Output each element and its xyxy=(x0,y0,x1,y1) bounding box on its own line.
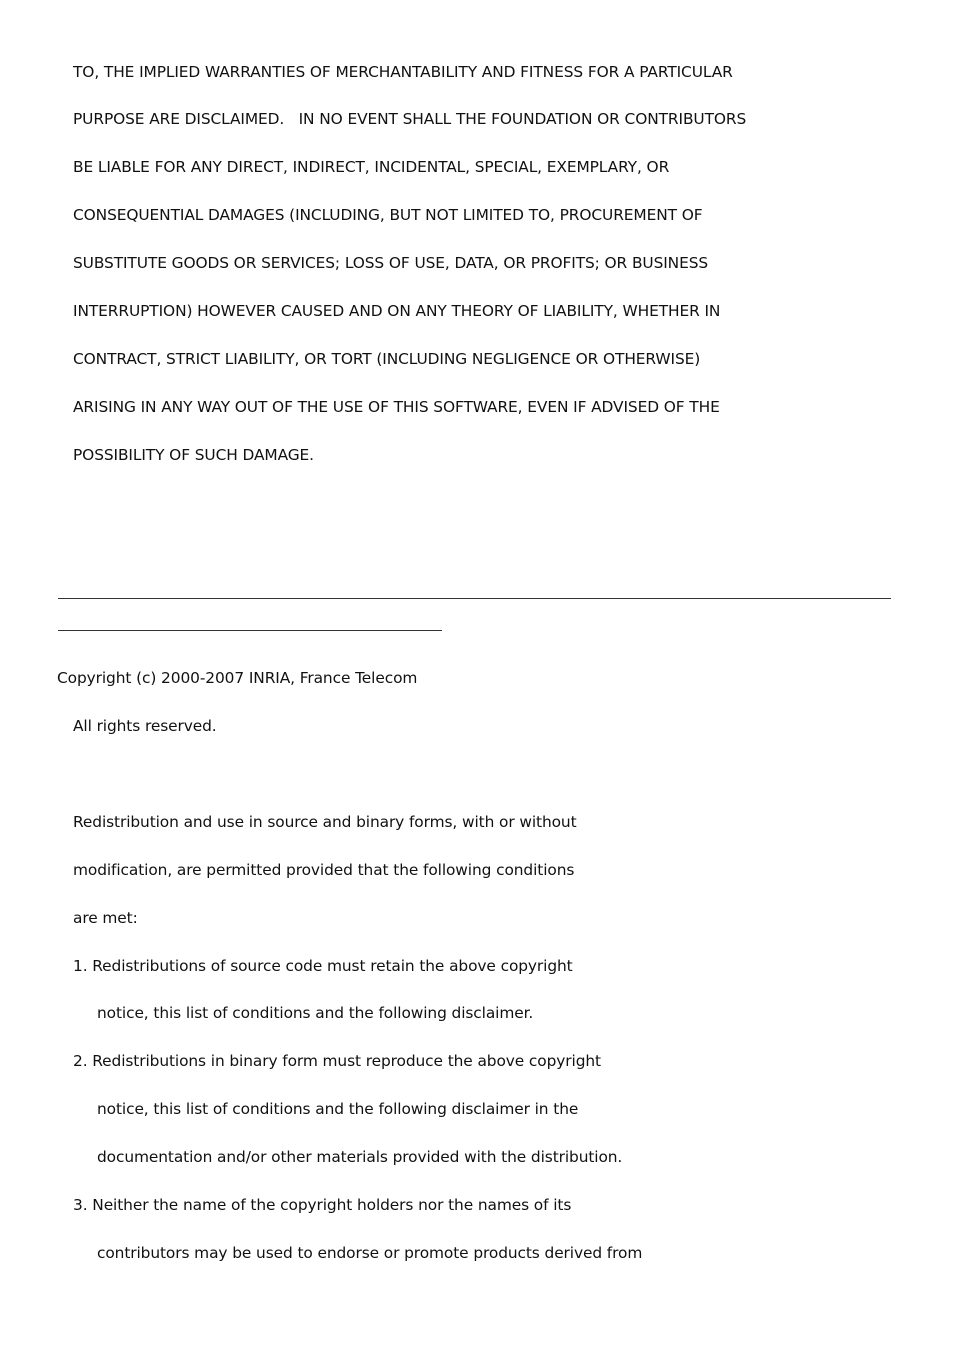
separator-rule xyxy=(58,598,891,599)
copyright-notice: Copyright (c) 2000-2007 INRIA, France Telecom xyxy=(57,669,418,687)
condition-continuation: notice, this list of conditions and the following disclaimer. xyxy=(97,1004,534,1022)
condition-item: 3. Neither the name of the copyright holders nor the names of its xyxy=(73,1196,572,1214)
condition-continuation: documentation and/or other materials provided with the distribution. xyxy=(97,1148,623,1166)
disclaimer-line: ARISING IN ANY WAY OUT OF THE USE OF THIS SOFTWARE, EVEN IF ADVISED OF THE xyxy=(73,398,720,416)
condition-continuation: contributors may be used to endorse or promote products derived from xyxy=(97,1244,643,1262)
license-intro-line: Redistribution and use in source and binary forms, with or without xyxy=(73,813,577,831)
disclaimer-line: INTERRUPTION) HOWEVER CAUSED AND ON ANY THEORY OF LIABILITY, WHETHER IN xyxy=(73,302,721,320)
condition-item: 1. Redistributions of source code must retain the above copyright xyxy=(73,957,573,975)
condition-item: 2. Redistributions in binary form must reproduce the above copyright xyxy=(73,1052,601,1070)
rights-reserved: All rights reserved. xyxy=(73,717,217,735)
disclaimer-line: CONSEQUENTIAL DAMAGES (INCLUDING, BUT NOT LIMITED TO, PROCUREMENT OF xyxy=(73,206,703,224)
disclaimer-line: BE LIABLE FOR ANY DIRECT, INDIRECT, INCIDENTAL, SPECIAL, EXEMPLARY, OR xyxy=(73,158,670,176)
separator-rule-short xyxy=(58,630,442,631)
condition-continuation: notice, this list of conditions and the following disclaimer in the xyxy=(97,1100,579,1118)
license-intro-line: modification, are permitted provided that the following conditions xyxy=(73,861,575,879)
disclaimer-line: PURPOSE ARE DISCLAIMED. IN NO EVENT SHALL THE FOUNDATION OR CONTRIBUTORS xyxy=(73,110,747,128)
disclaimer-line: SUBSTITUTE GOODS OR SERVICES; LOSS OF USE, DATA, OR PROFITS; OR BUSINESS xyxy=(73,254,709,272)
disclaimer-line: TO, THE IMPLIED WARRANTIES OF MERCHANTABILITY AND FITNESS FOR A PARTICULAR xyxy=(73,63,733,81)
disclaimer-line: CONTRACT, STRICT LIABILITY, OR TORT (INCLUDING NEGLIGENCE OR OTHERWISE) xyxy=(73,350,701,368)
license-intro-line: are met: xyxy=(73,909,138,927)
disclaimer-line: POSSIBILITY OF SUCH DAMAGE. xyxy=(73,446,314,464)
